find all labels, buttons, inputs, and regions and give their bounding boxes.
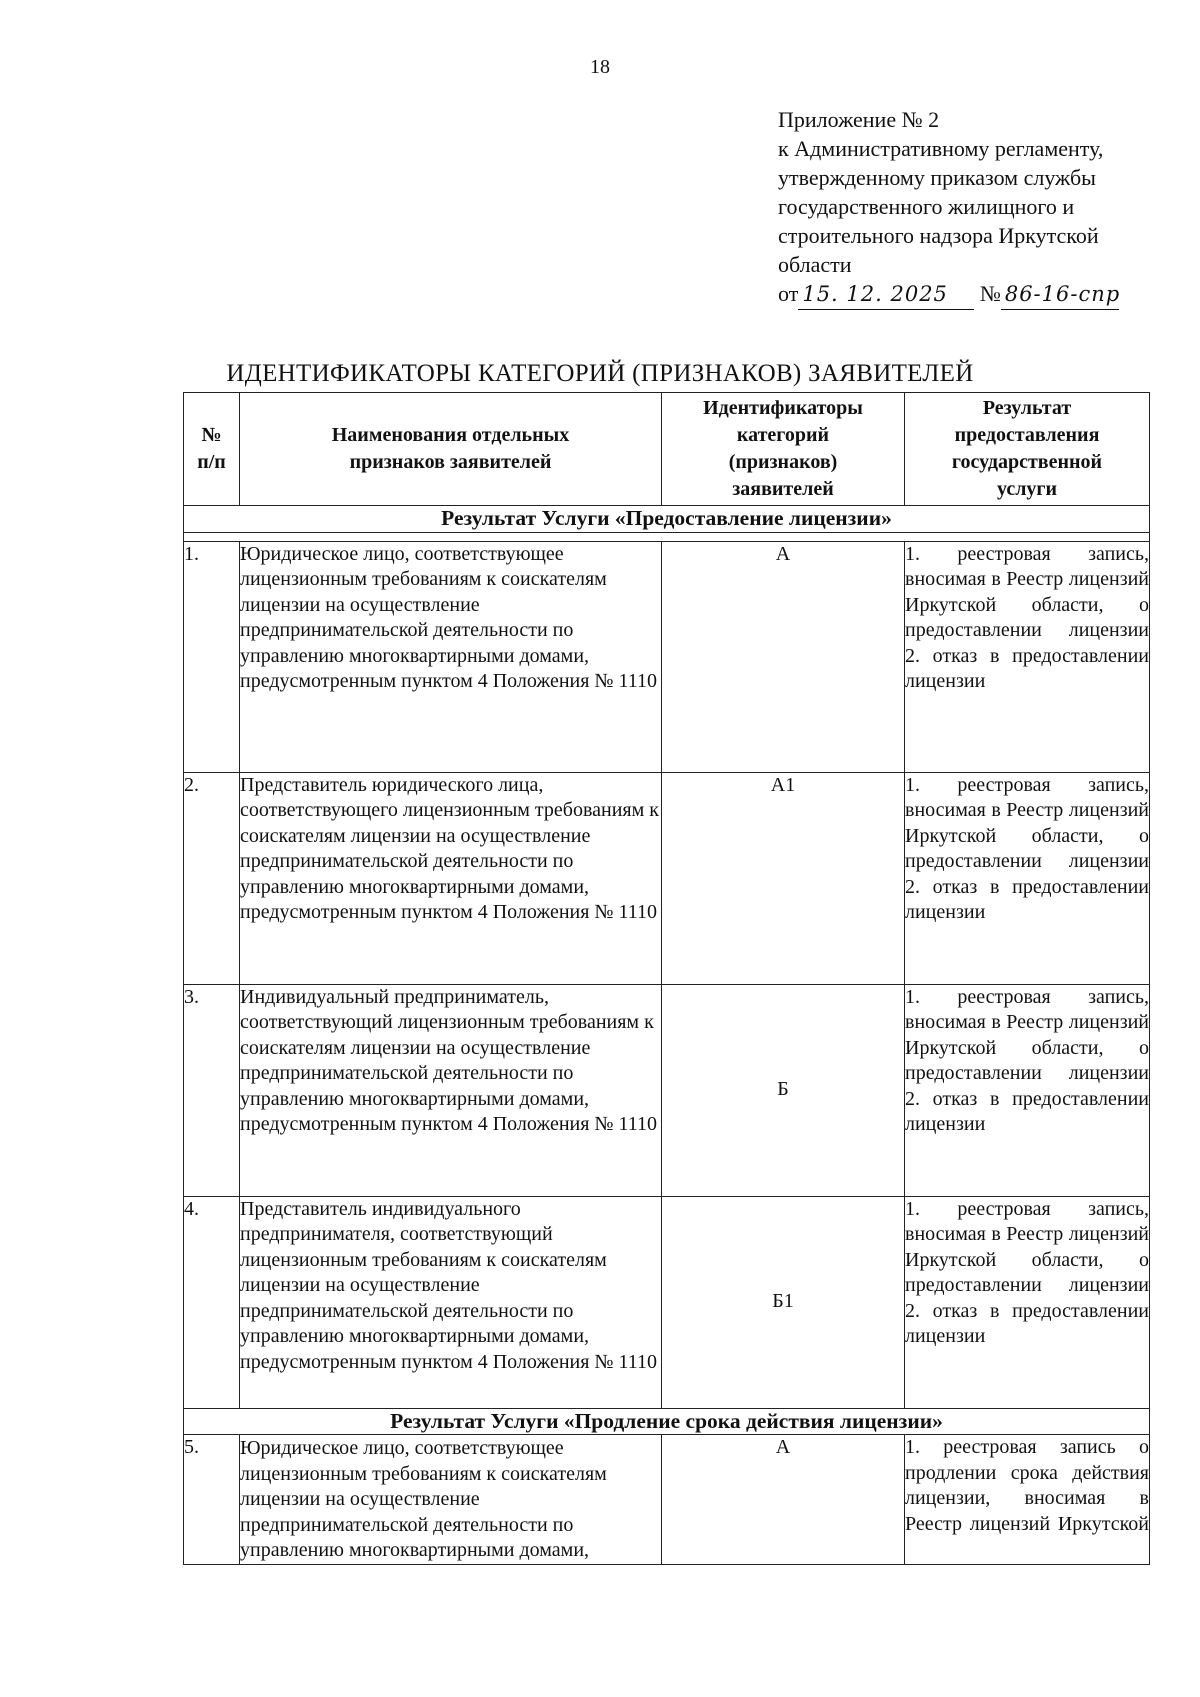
header-text: (признаков) [728,451,838,473]
result-item: 2. отказ в предоставлении лицензии [905,1299,1149,1347]
applicant-name: Представитель юридического лица, соответствующего лицензионным требованиям к соискателям лицензии на осуществление предпринимательской деятельности по управлению многоквартирными домами, предусмотренным пунктом 4 Положения № 1110 [240,772,662,984]
appendix-line: утвержденному приказом службы [778,165,1096,190]
number-prefix: № [979,281,1001,306]
applicant-name: Представитель индивидуального предпринимателя, соответствующий лицензионным требованиям к соискателям лицензии на осуществление предпринимательской деятельности по управлению многоквартирными домами, предусмотренным пунктом 4 Положения № 1110 [240,1196,662,1408]
result-item: 1. реестровая запись о продлении срока действия лицензии, вносимая в Реестр лицензий Иркутской [905,1436,1149,1535]
service-result [905,1435,1150,1565]
category-identifier: А [662,1435,905,1565]
header-identifier [662,393,905,506]
result-item: 1. реестровая запись, вносимая в Реестр лицензий Иркутской области, о предоставлении лицензии [905,773,1149,872]
spacer-row [184,532,1150,541]
header-result [905,393,1150,506]
header-text: признаков заявителей [349,451,552,473]
section-row [184,1408,1150,1435]
result-item: 2. отказ в предоставлении лицензии [905,875,1149,923]
table-row [184,984,1150,1196]
row-number: 4. [184,1196,240,1408]
header-text: № [201,424,222,446]
header-text: Наименования отдельных [331,424,570,446]
result-item: 1. реестровая запись, вносимая в Реестр лицензий Иркутской области, о предоставлении лицензии [905,1197,1149,1296]
section-title: Результат Услуги «Предоставление лицензии» [184,506,1150,533]
header-text: категорий [736,424,830,446]
appendix-line: Приложение № 2 [778,107,940,132]
document-title: ИДЕНТИФИКАТОРЫ КАТЕГОРИЙ (ПРИЗНАКОВ) ЗАЯВИТЕЛЕЙ [226,360,974,387]
table-row [184,1196,1150,1408]
result-item: 1. реестровая запись, вносимая в Реестр лицензий Иркутской области, о предоставлении лицензии [905,985,1149,1084]
appendix-line: государственного жилищного и [778,194,1075,219]
service-result [905,984,1150,1196]
order-date-number-row [778,279,1178,310]
category-identifier: А [662,541,905,772]
row-number: 3. [184,984,240,1196]
header-text: государственной [951,451,1103,473]
header-num [184,393,240,506]
category-identifier: Б1 [662,1196,905,1408]
service-result [905,772,1150,984]
applicant-name: Юридическое лицо, соответствующее лицензионным требованиям к соискателям лицензии на осуществление предпринимательской деятельности по управлению многоквартирными домами, предусмотренным пунктом 4 Положения № 1110 [240,541,662,772]
applicant-name: Юридическое лицо, соответствующее лицензионным требованиям к соискателям лицензии на осуществление предпринимательской деятельности по управлению многоквартирными домами, [240,1435,662,1565]
header-text: предоставления [954,424,1100,446]
service-result [905,541,1150,772]
identifiers-table [183,392,1150,1565]
page-number: 18 [590,56,610,78]
header-text: Идентификаторы [703,397,863,419]
result-item: 2. отказ в предоставлении лицензии [905,1087,1149,1135]
section-title: Результат Услуги «Продление срока действия лицензии» [184,1408,1150,1435]
service-result [905,1196,1150,1408]
applicant-name: Индивидуальный предприниматель, соответствующий лицензионным требованиям к соискателям лицензии на осуществление предпринимательской деятельности по управлению многоквартирными домами, предусмотренным пунктом 4 Положения № 1110 [240,984,662,1196]
appendix-line: к Административному регламенту, [778,136,1104,161]
result-item: 2. отказ в предоставлении лицензии [905,644,1149,692]
header-text: п/п [197,451,226,473]
handwritten-number: 86-16-спр [1001,280,1119,310]
result-item: 1. реестровая запись, вносимая в Реестр лицензий Иркутской области, о предоставлении лицензии [905,542,1149,641]
handwritten-date: 15. 12. 2025 [798,280,974,310]
category-identifier: Б [662,984,905,1196]
date-prefix: от [778,281,799,306]
appendix-block [778,105,1178,310]
table-row [184,541,1150,772]
header-name [240,393,662,506]
appendix-line: строительного надзора Иркутской [778,223,1099,248]
row-number: 5. [184,1435,240,1565]
header-text: заявителей [732,478,834,500]
category-identifier: А1 [662,772,905,984]
row-number: 2. [184,772,240,984]
section-row [184,506,1150,533]
header-text: Результат [982,397,1072,419]
table-row [184,772,1150,984]
row-number: 1. [184,541,240,772]
header-text: услуги [996,478,1058,500]
appendix-line: области [778,252,852,277]
table-row [184,1435,1150,1565]
table-header-row [184,393,1150,506]
